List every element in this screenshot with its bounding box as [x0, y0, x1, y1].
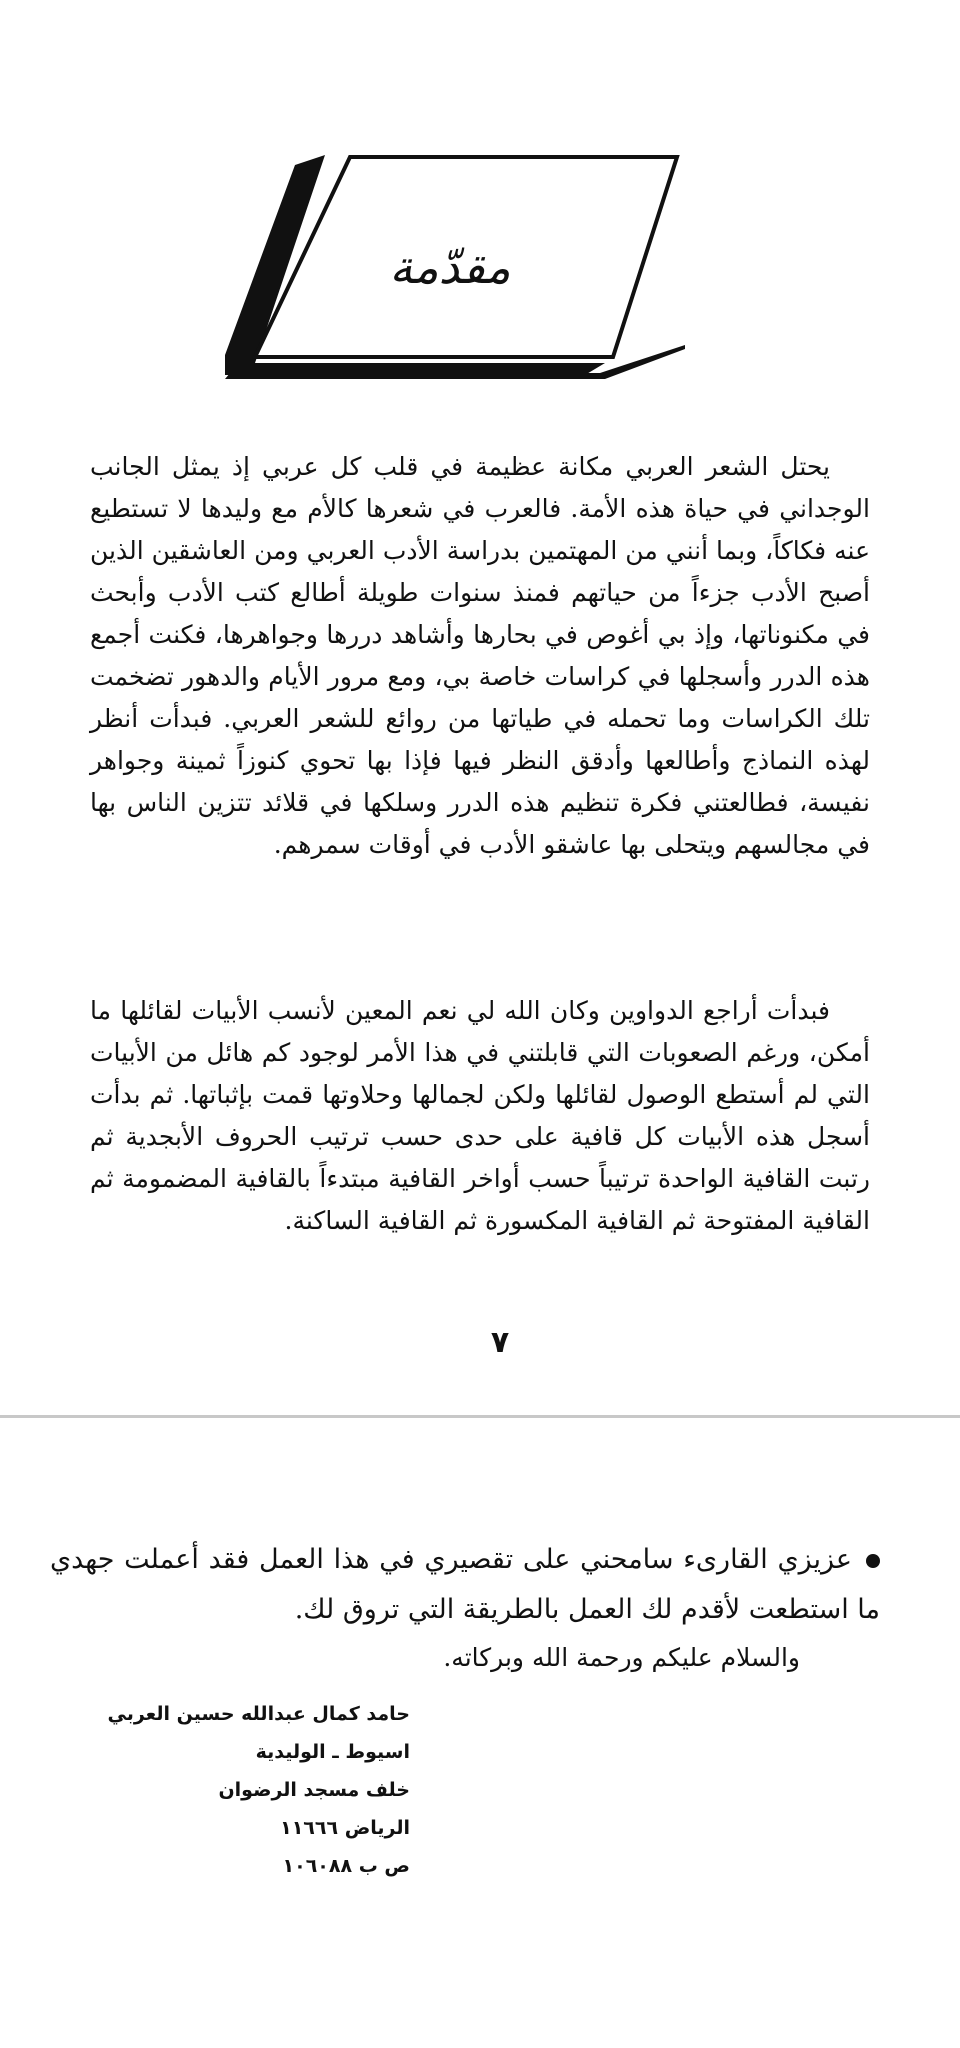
page-title: مقدّمة: [389, 240, 511, 294]
author-address-line-3: خلف مسجد الرضوان: [218, 1779, 410, 1801]
reader-note-text: عزيزي القارىء سامحني على تقصيري في هذا العمل فقد أعملت جهدي ما استطعت لأقدم لك العمل بالطريقة التي تروق لك.: [50, 1544, 880, 1625]
intro-paragraph-1: يحتل الشعر العربي مكانة عظيمة في قلب كل عربي إذ يمثل الجانب الوجداني في حياة هذه الأمة. فالعرب في شعرها كالأم مع وليدها لا تستطيع عنه فكاكاً، وبما أنني من المهتمين بدراسة الأدب العربي ومن العاشقين الذين أصبح الأدب جزءاً من حياتهم فمنذ سنوات طويلة أطالع كتب الأدب وأبحث في مكنوناتها، وإذ بي أغوص في بحارها وأشاهد دررها وجواهرها، فكنت أجمع هذه الدرر وأسجلها في كراسات خاصة بي، ومع مرور الأيام والدهور تضخمت تلك الكراسات وما تحمله في طياتها من روائع للشعر العربي. فبدأت أنظر لهذه النماذج وأطالعها وأدقق النظر فيها فإذا بها تحوي كنوزاً ثمينة وجواهر نفيسة، فطالعتني فكرة تنظيم هذه الدرر وسلكها في قلائد تتزين الناس بها في مجالسهم ويتحلى بها عاشقو الأدب في أوقات سمرهم.: [90, 452, 870, 859]
bullet-icon: [866, 1554, 880, 1568]
closing-greeting: والسلام عليكم ورحمة الله وبركاته.: [443, 1643, 800, 1672]
intro-paragraph-2: فبدأت أراجع الدواوين وكان الله لي نعم المعين لأنسب الأبيات لقائلها ما أمكن، ورغم الصعوبات التي قابلتني في هذا الأمر لوجود كم هائل من الأبيات التي لم أستطع الوصول لقائلها ولكن لجمالها وحلاوتها قمت بإثباتها. ثم بدأت أسجل هذه الأبيات كل قافية على حدى حسب ترتيب الحروف الأبجدية ثم رتبت القافية الواحدة ترتيباً حسب أواخر القافية مبتدءاً بالقافية المضمومة ثم القافية المفتوحة ثم القافية المكسورة ثم القافية الساكنة.: [90, 996, 870, 1235]
author-signature: [107, 1695, 410, 1885]
title-frame: [215, 145, 685, 385]
author-address-line-4: الرياض ١١٦٦٦: [280, 1817, 410, 1839]
reader-note: [50, 1535, 880, 1635]
page-divider: [0, 1415, 960, 1418]
page-number: ٧: [490, 1325, 510, 1360]
author-address-line-2: اسيوط ـ الوليدية: [255, 1741, 410, 1763]
author-name: حامد كمال عبدالله حسين العربي: [107, 1703, 410, 1725]
author-address-line-5: ص ب ١٠٦٠٨٨: [282, 1855, 410, 1877]
